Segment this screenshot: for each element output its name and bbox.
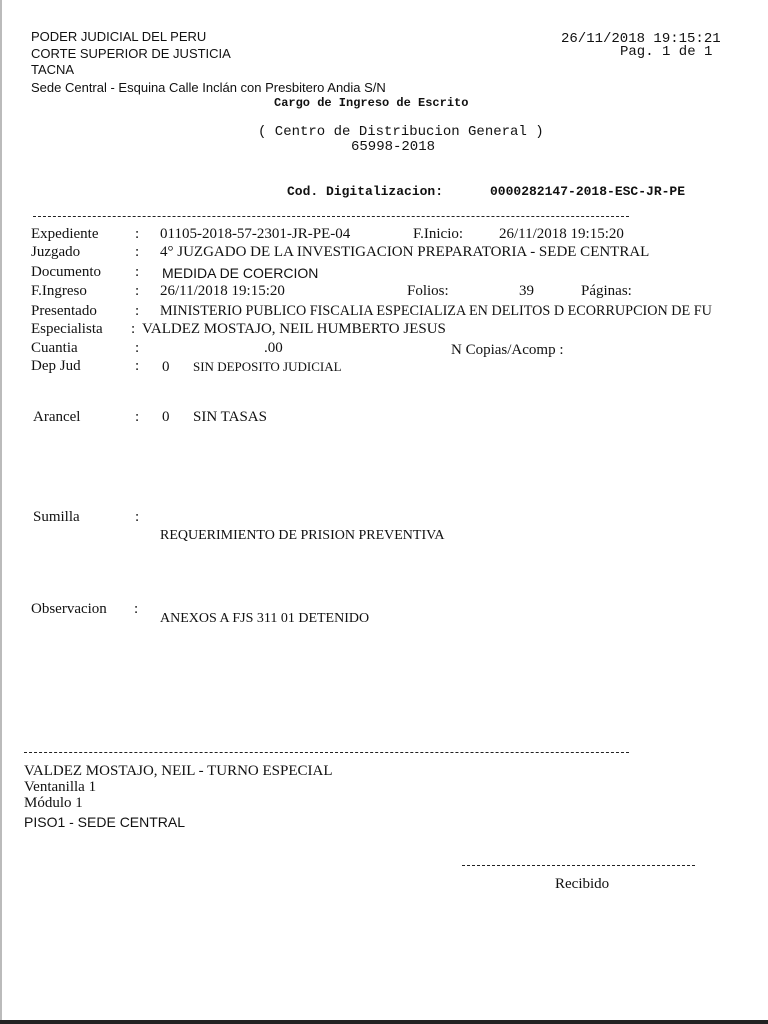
colon: : bbox=[135, 340, 140, 356]
colon: : bbox=[135, 509, 140, 525]
colon: : bbox=[134, 601, 139, 617]
sumilla-value: REQUERIMIENTO DE PRISION PREVENTIVA bbox=[160, 528, 445, 543]
paginas-label: Páginas: bbox=[581, 283, 632, 299]
observacion-label: Observacion bbox=[31, 601, 107, 617]
especialista-label: Especialista bbox=[31, 321, 103, 337]
juzgado-label: Juzgado bbox=[31, 244, 81, 260]
colon: : bbox=[135, 244, 140, 260]
arancel-label: Arancel bbox=[33, 409, 81, 425]
received-label: Recibido bbox=[555, 876, 610, 892]
expediente-value: 01105-2018-57-2301-JR-PE-04 bbox=[160, 226, 351, 242]
divider-top bbox=[33, 216, 629, 217]
finicio-label: F.Inicio: bbox=[413, 226, 464, 242]
colon: : bbox=[135, 358, 140, 374]
divider-bottom bbox=[24, 752, 629, 753]
operator-name: VALDEZ MOSTAJO, NEIL - TURNO ESPECIAL bbox=[24, 763, 333, 779]
digitalization-label: Cod. Digitalizacion: bbox=[287, 184, 444, 199]
arancel-code: 0 bbox=[162, 409, 170, 425]
modulo: Módulo 1 bbox=[24, 795, 83, 811]
observacion-value: ANEXOS A FJS 311 01 DETENIDO bbox=[160, 611, 370, 626]
colon: : bbox=[135, 303, 140, 319]
colon: : bbox=[135, 264, 140, 280]
scan-left-edge bbox=[0, 0, 2, 1024]
presentado-value: MINISTERIO PUBLICO FISCALIA ESPECIALIZA EN DELITOS D ECORRUPCION DE FU bbox=[160, 303, 712, 319]
court-name: CORTE SUPERIOR DE JUSTICIA bbox=[31, 46, 231, 61]
folios-value: 39 bbox=[519, 283, 534, 299]
colon: : bbox=[135, 226, 140, 242]
signature-line bbox=[462, 865, 695, 866]
page-number: Pag. 1 de 1 bbox=[620, 44, 713, 60]
document-title: Cargo de Ingreso de Escrito bbox=[274, 96, 469, 110]
print-datetime: 26/11/2018 19:15:21 bbox=[561, 31, 721, 47]
colon: : bbox=[135, 409, 140, 425]
copias-label: N Copias/Acomp : bbox=[451, 342, 564, 358]
digitalization-code: 0000282147-2018-ESC-JR-PE bbox=[490, 184, 686, 199]
scan-bottom-edge bbox=[0, 1020, 768, 1024]
floor-location: PISO1 - SEDE CENTRAL bbox=[24, 814, 186, 830]
colon: : bbox=[135, 283, 140, 299]
cuantia-value: .00 bbox=[264, 340, 283, 356]
city-name: TACNA bbox=[31, 62, 75, 77]
depjud-value: SIN DEPOSITO JUDICIAL bbox=[193, 359, 342, 374]
fingreso-value: 26/11/2018 19:15:20 bbox=[160, 283, 285, 299]
fingreso-label: F.Ingreso bbox=[31, 283, 87, 299]
arancel-value: SIN TASAS bbox=[193, 409, 267, 425]
especialista-value: VALDEZ MOSTAJO, NEIL HUMBERTO JESUS bbox=[142, 321, 446, 337]
depjud-code: 0 bbox=[162, 359, 170, 375]
documento-label: Documento bbox=[31, 264, 101, 280]
depjud-label: Dep Jud bbox=[31, 358, 81, 374]
address: Sede Central - Esquina Calle Inclán con Presbitero Andia S/N bbox=[31, 80, 386, 95]
documento-value: MEDIDA DE COERCION bbox=[162, 265, 319, 281]
juzgado-value: 4° JUZGADO DE LA INVESTIGACION PREPARATORIA - SEDE CENTRAL bbox=[160, 244, 650, 260]
colon: : bbox=[131, 321, 136, 337]
finicio-value: 26/11/2018 19:15:20 bbox=[499, 226, 624, 242]
presentado-label: Presentado bbox=[31, 303, 97, 319]
institution-name: PODER JUDICIAL DEL PERU bbox=[31, 29, 207, 44]
expediente-label: Expediente bbox=[31, 226, 99, 242]
distribution-center: ( Centro de Distribucion General ) bbox=[258, 124, 544, 140]
cuantia-label: Cuantia bbox=[31, 340, 78, 356]
ventanilla: Ventanilla 1 bbox=[24, 779, 97, 795]
folios-label: Folios: bbox=[407, 283, 449, 299]
sumilla-label: Sumilla bbox=[33, 509, 80, 525]
registry-number: 65998-2018 bbox=[351, 139, 436, 155]
